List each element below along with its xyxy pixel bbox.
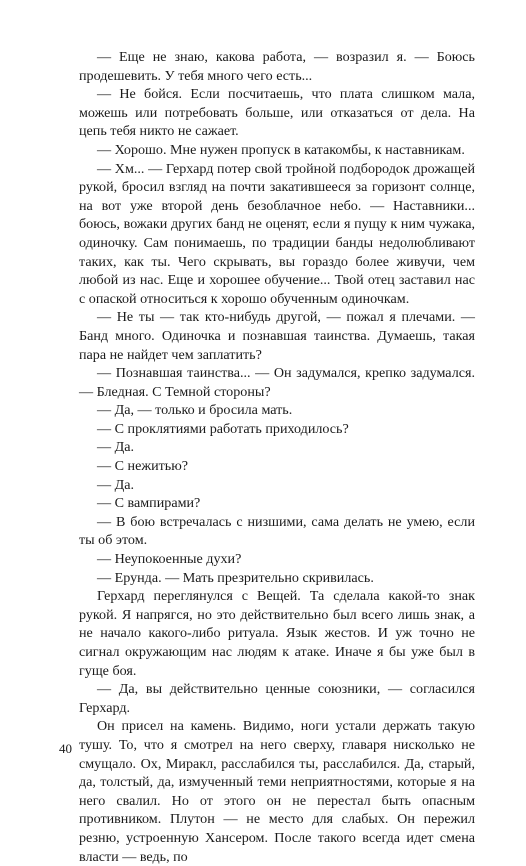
paragraph: — Познавшая таинства... — Он задумался, крепко задумался. — Бледная. С Темной стороны? [79, 365, 475, 400]
paragraph: — Неупокоенные духи? [97, 551, 242, 568]
paragraph: — Еще не знаю, какова работа, — возразил я. — Боюсь продешевить. У тебя много чего есть... [79, 49, 475, 84]
paragraph: — В бою встречалась с низшими, сама делать не умею, если ты об этом. [79, 513, 475, 549]
paragraph: — С нежитью? [97, 458, 188, 475]
paragraph: — Да, вы действительно ценные союзники, — согласился Герхард. [79, 681, 475, 716]
paragraph: — Хм... — Герхард потер свой тройной подбородок дрожащей рукой, бросил взгляд на почти закатившееся за горизонт солнце, на вот уже второй день безоблачное небо. — Наставники... боюсь, вожаки других банд не оценят, если я пущу к ним чужака, одиночку. Сам понимаешь, по традиции банды недолюбливают таких, как ты. Чего скрывать, вы гораздо более живучи, чем любой из нас. Еще и хорошее обучение... Твой отец заставил нас с опаской относиться к хорошо обученным одиночкам. [79, 160, 475, 307]
page-number: 40 [59, 741, 72, 756]
paragraph: — Да. [97, 476, 135, 493]
paragraph: — Ерунда. — Мать презрительно скривилась. [97, 569, 374, 586]
paragraph: Он присел на камень. Видимо, ноги устали держать такую тушу. То, что я смотрел на него сверху, главаря нисколько не смущало. Ох, Миракл, расслабился ты, расслабился. Да, старый, да, толстый, да, измученный теми неприятностями, которые я на него свалил. Но от этого он не перестал быть опасным противником. Плутон — не место для слабых. Он пережил резню, устроенную Хансером. После такого всегда идет смена власти — ведь, по [79, 718, 475, 865]
paragraph: — Да, — только и бросила мать. [97, 402, 293, 419]
paragraph: — Не ты — так кто-нибудь другой, — пожал я плечами. — Банд много. Одиночка и познавшая таинства. Думаешь, такая пара не найдет чем заплатить? [79, 309, 475, 363]
body-text [79, 48, 475, 866]
paragraph: — Не бойся. Если посчитаешь, что плата слишком мала, можешь или потребовать больше, или отказаться от дела. На цепь тебя никто не сажает. [79, 86, 475, 140]
paragraph: — Да. [97, 439, 135, 456]
paragraph: — С вампирами? [97, 495, 201, 512]
paragraph: Герхард переглянулся с Вещей. Та сделала какой-то знак рукой. Я напрягся, но это действительно был всего лишь знак, а не начало какого-либо ритуала. Язык жестов. И уж точно не сигнал окружающим нас людям к атаке. Иначе я бы уже был в гуще боя. [79, 588, 475, 679]
paragraph: — С проклятиями работать приходилось? [97, 420, 349, 437]
paragraph: — Хорошо. Мне нужен пропуск в катакомбы, к наставникам. [97, 141, 465, 158]
